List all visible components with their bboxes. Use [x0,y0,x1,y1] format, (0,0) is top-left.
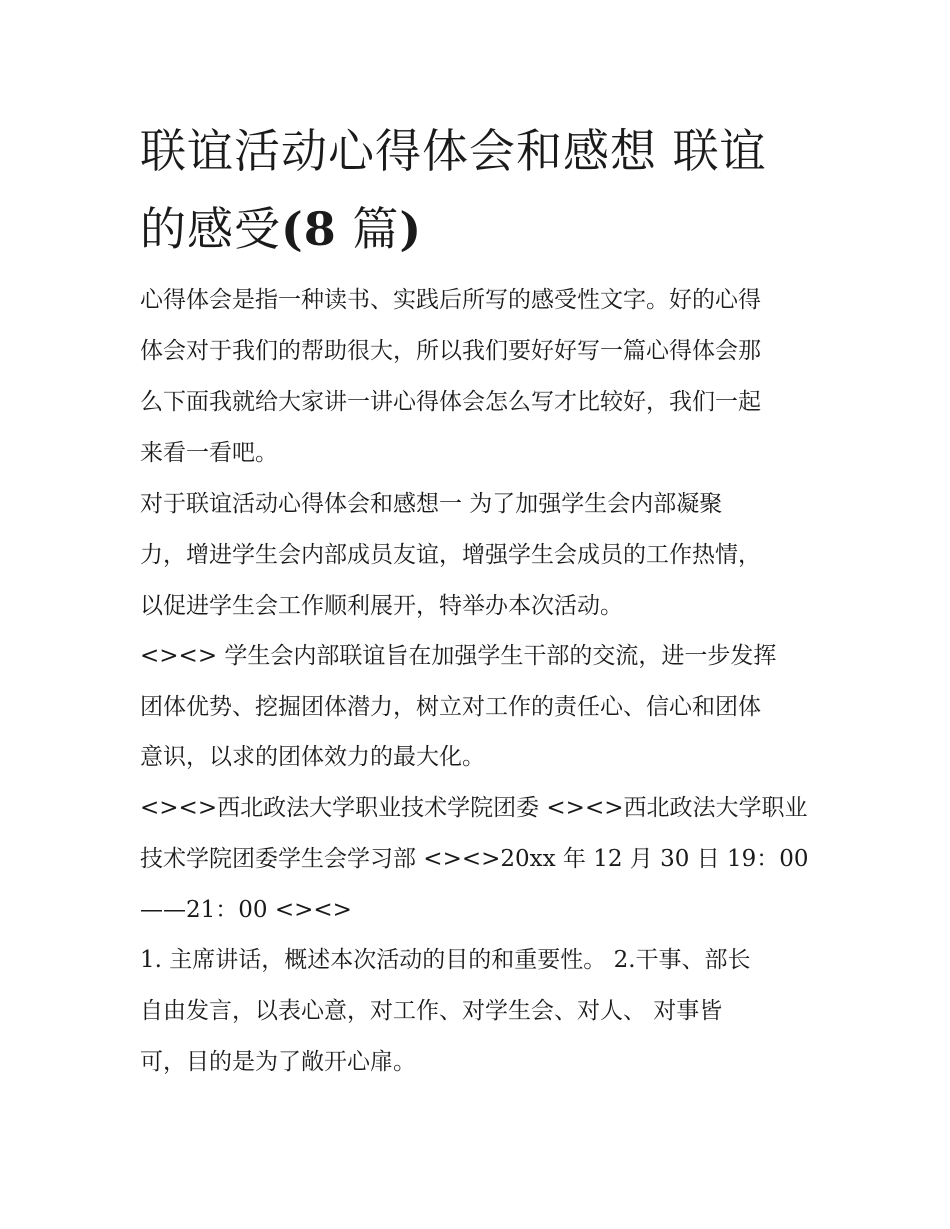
title-count-close: ) [399,202,423,256]
document-title-line-2 [140,202,423,256]
body-line: 来看一看吧。 [140,440,278,466]
document-title-line-1: 联谊活动心得体会和感想 联谊 [140,124,767,178]
body-line: 1. 主席讲话，概述本次活动的目的和重要性。 2.干事、部长 [140,947,751,973]
title-count-unit: 篇 [336,202,400,256]
body-line: 心得体会是指一种读书、实践后所写的感受性文字。好的心得 [140,287,761,313]
body-line: <><>西北政法大学职业技术学院团委 <><>西北政法大学职业 [140,795,808,821]
body-line: 意识，以求的团体效力的最大化。 [140,744,485,770]
body-line: 自由发言，以表心意，对工作、对学生会、对人、 对事皆 [140,998,723,1024]
body-line: 可，目的是为了敞开心扉。 [140,1049,416,1075]
body-line: 以促进学生会工作顺利展开，特举办本次活动。 [140,593,623,619]
body-line: 技术学院团委学生会学习部 <><>20xx 年 12 月 30 日 19：00 [140,846,809,872]
body-line: ——21：00 <><> [140,897,352,923]
title-text-part: 的感受 [140,202,281,256]
body-line: <><> 学生会内部联谊旨在加强学生干部的交流，进一步发挥 [140,643,777,669]
body-line: 力，增进学生会内部成员友谊，增强学生会成员的工作热情， [140,542,761,568]
body-line: 团体优势、挖掘团体潜力，树立对工作的责任心、信心和团体 [140,694,761,720]
body-line: 体会对于我们的帮助很大，所以我们要好好写一篇心得体会那 [140,338,761,364]
body-line: 对于联谊活动心得体会和感想一 为了加强学生会内部凝聚 [140,491,723,517]
title-count-open: (8 [281,202,337,256]
body-line: 么下面我就给大家讲一讲心得体会怎么写才比较好，我们一起 [140,389,761,415]
